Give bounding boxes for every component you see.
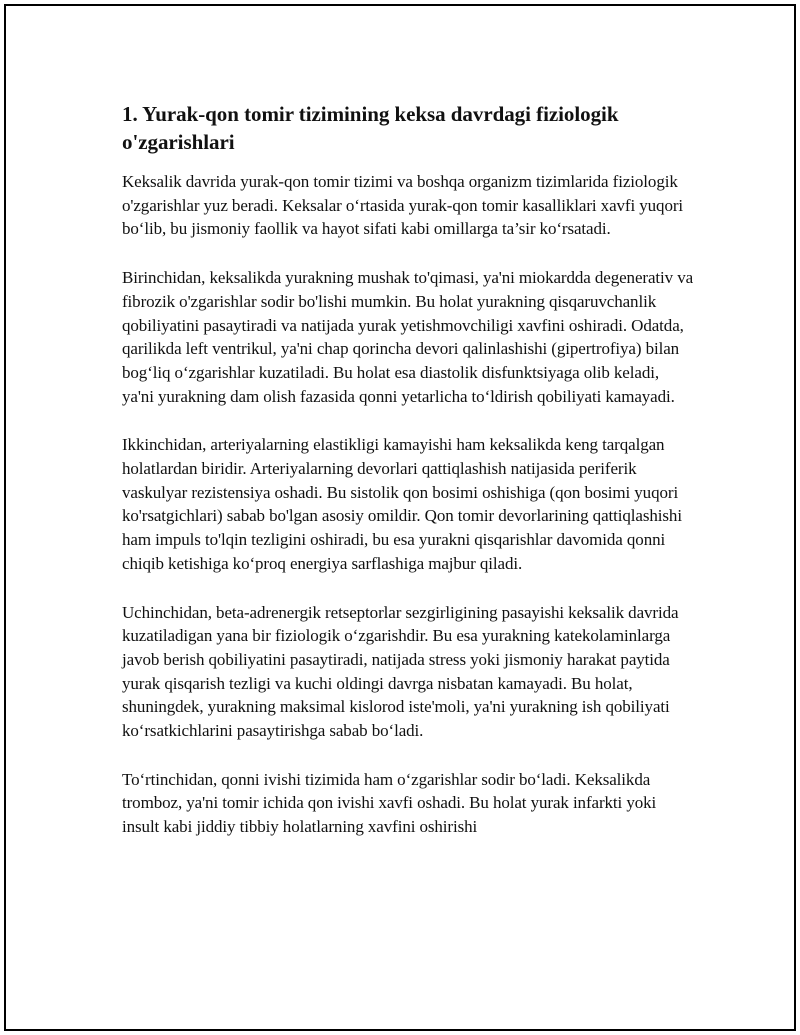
paragraph-intro: Keksalik davrida yurak-qon tomir tizimi va boshqa organizm tizimlarida fiziologik o'zgarishlar yuz beradi. Keksalar o‘rtasida yurak-qon tomir kasalliklari xavfi yuqori bo‘lib, bu jismoniy faollik va hayot sifati kabi omillarga ta’sir ko‘rsatadi. [122, 172, 684, 239]
page-frame [4, 4, 796, 1031]
document-body [122, 100, 694, 864]
paragraph-first: Birinchidan, keksalikda yurakning mushak to'qimasi, ya'ni miokardda degenerativ va fibrozik o'zgarishlar sodir bo'lishi mumkin. Bu holat yurakning qisqaruvchanlik qobiliyatini pasaytiradi va natijada yurak yetishmovchiligi xavfini oshiradi. Odatda, qarilikda left ventrikul, ya'ni chap qorincha devori qalinlashishi (gipertrofiya) bilan bog‘liq o‘zgarishlar kuzatiladi. Bu holat esa diastolik disfunktsiyaga olib keladi, ya'ni yurakning dam olish fazasida qonni yetarlicha to‘ldirish qobiliyati kamayadi. [122, 268, 694, 406]
paragraph-second: Ikkinchidan, arteriyalarning elastikligi kamayishi ham keksalikda keng tarqalgan holatlardan biridir. Arteriyalarning devorlari qattiqlashish natijasida periferik vaskulyar rezistensiya oshadi. Bu sistolik qon bosimi oshishiga (qon bosimi yuqori ko'rsatgichlari) sabab bo'lgan asosiy omildir. Qon tomir devorlarining qattiqlashishi ham impuls to'lqin tezligini oshiradi, bu esa yurakni qisqarishlar davomida qonni chiqib ketishiga ko‘proq energiya sarflashiga majbur qiladi. [122, 435, 682, 573]
paragraph-third: Uchinchidan, beta-adrenergik retseptorlar sezgirligining pasayishi keksalik davrida kuzatiladigan yana bir fiziologik o‘zgarishdir. Bu esa yurakning katekolaminlarga javob berish qobiliyatini pasaytiradi, natijada stress yoki jismoniy harakat paytida yurak qisqarish tezligi va kuchi oldingi davrga nisbatan kamayadi. Bu holat, shuningdek, yurakning maksimal kislorod iste'moli, ya'ni yurakning ish qobiliyati ko‘rsatkichlarini pasaytirishga sabab bo‘ladi. [122, 602, 679, 741]
paragraph-fourth: To‘rtinchidan, qonni ivishi tizimida ham o‘zgarishlar sodir bo‘ladi. Keksalikda tromboz, ya'ni tomir ichida qon ivishi xavfi oshadi. Bu holat yurak infarkti yoki insult kabi jiddiy tibbiy holatlarning xavfini oshirishi [122, 769, 657, 837]
section-title: 1. Yurak-qon tomir tizimining keksa davrdagi fiziologik o'zgarishlari [122, 102, 619, 154]
